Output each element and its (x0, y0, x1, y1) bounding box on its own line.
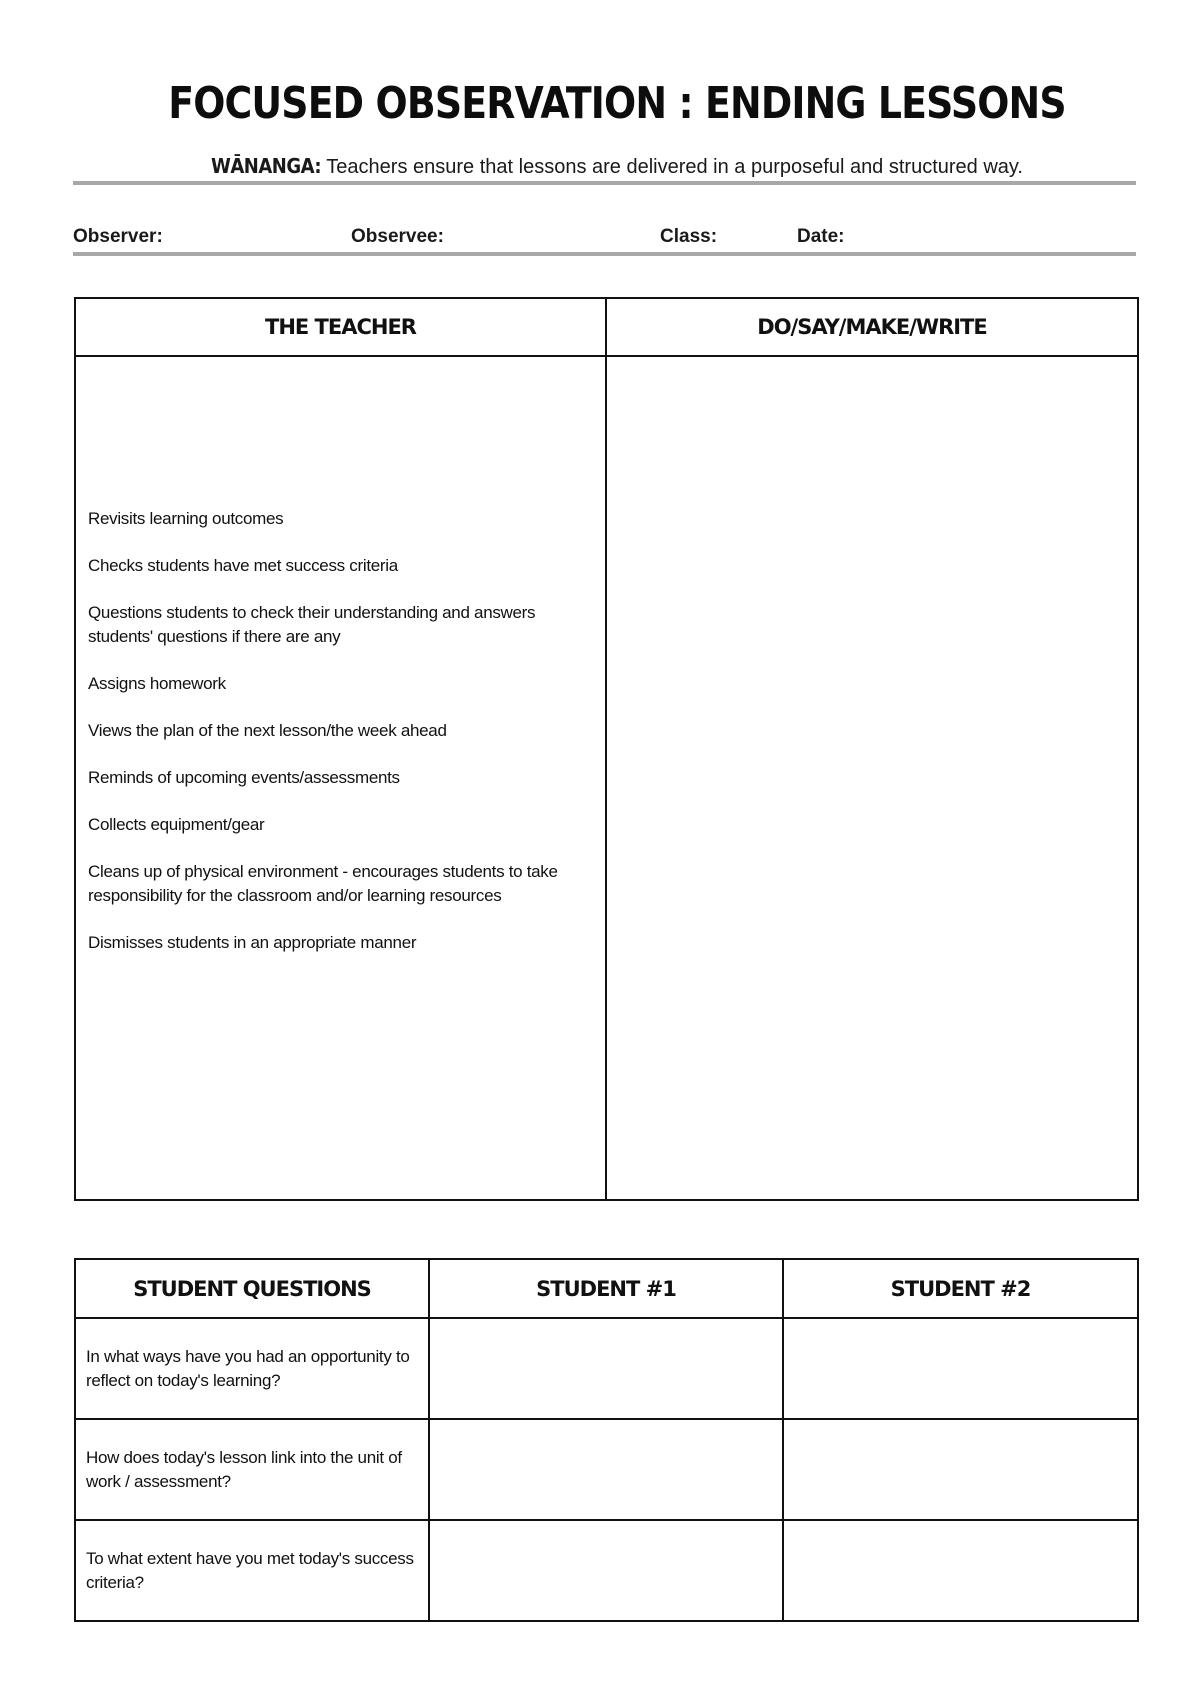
student-1-answer-cell[interactable] (429, 1318, 783, 1419)
header-do-say-make-write: DO/SAY/MAKE/WRITE (606, 298, 1138, 356)
teacher-criteria-cell (75, 356, 606, 1200)
student-1-answer-cell[interactable] (429, 1419, 783, 1520)
student-questions-table (74, 1258, 1139, 1622)
table-row (75, 356, 1138, 1200)
question-cell: In what ways have you had an opportunity to reflect on today's learning? (75, 1318, 429, 1419)
fields-divider (73, 252, 1136, 256)
page-title: FOCUSED OBSERVATION : ENDING LESSONS (168, 78, 1066, 129)
question-cell: How does today's lesson link into the unit of work / assessment? (75, 1419, 429, 1520)
list-item: Views the plan of the next lesson/the week ahead (88, 721, 447, 740)
student-2-answer-cell[interactable] (783, 1318, 1138, 1419)
header-the-teacher: THE TEACHER (75, 298, 606, 356)
list-item: Dismisses students in an appropriate manner (88, 933, 417, 952)
header-student-questions: STUDENT QUESTIONS (75, 1259, 429, 1318)
list-item: Cleans up of physical environment - encourages students to take responsibility for the classroom and/or learning resources (88, 862, 558, 905)
list-item: Reminds of upcoming events/assessments (88, 768, 400, 787)
notes-cell[interactable] (606, 356, 1138, 1200)
table-header-row (75, 1259, 1138, 1318)
table-row (75, 1419, 1138, 1520)
list-item: Collects equipment/gear (88, 815, 265, 834)
table-row (75, 1318, 1138, 1419)
question-cell: To what extent have you met today's success criteria? (75, 1520, 429, 1621)
page-subtitle (0, 154, 1200, 179)
header-student-2: STUDENT #2 (783, 1259, 1138, 1318)
student-2-answer-cell[interactable] (783, 1419, 1138, 1520)
class-label: Class: (660, 226, 718, 247)
header-divider (73, 181, 1136, 185)
table-header-row (75, 298, 1138, 356)
observer-label: Observer: (73, 226, 163, 247)
header-student-1: STUDENT #1 (429, 1259, 783, 1318)
date-label: Date: (797, 226, 845, 247)
criteria-list (88, 507, 593, 955)
observee-label: Observee: (351, 226, 444, 247)
wananga-label: WĀNANGA: (211, 154, 322, 178)
list-item: Assigns homework (88, 674, 226, 693)
list-item: Revisits learning outcomes (88, 509, 284, 528)
teacher-observation-table (74, 297, 1139, 1201)
list-item: Questions students to check their understanding and answers students' questions if there are any (88, 603, 536, 646)
student-2-answer-cell[interactable] (783, 1520, 1138, 1621)
wananga-text: Teachers ensure that lessons are delivered in a purposeful and structured way. (326, 156, 1023, 178)
list-item: Checks students have met success criteria (88, 556, 398, 575)
table-row (75, 1520, 1138, 1621)
student-1-answer-cell[interactable] (429, 1520, 783, 1621)
